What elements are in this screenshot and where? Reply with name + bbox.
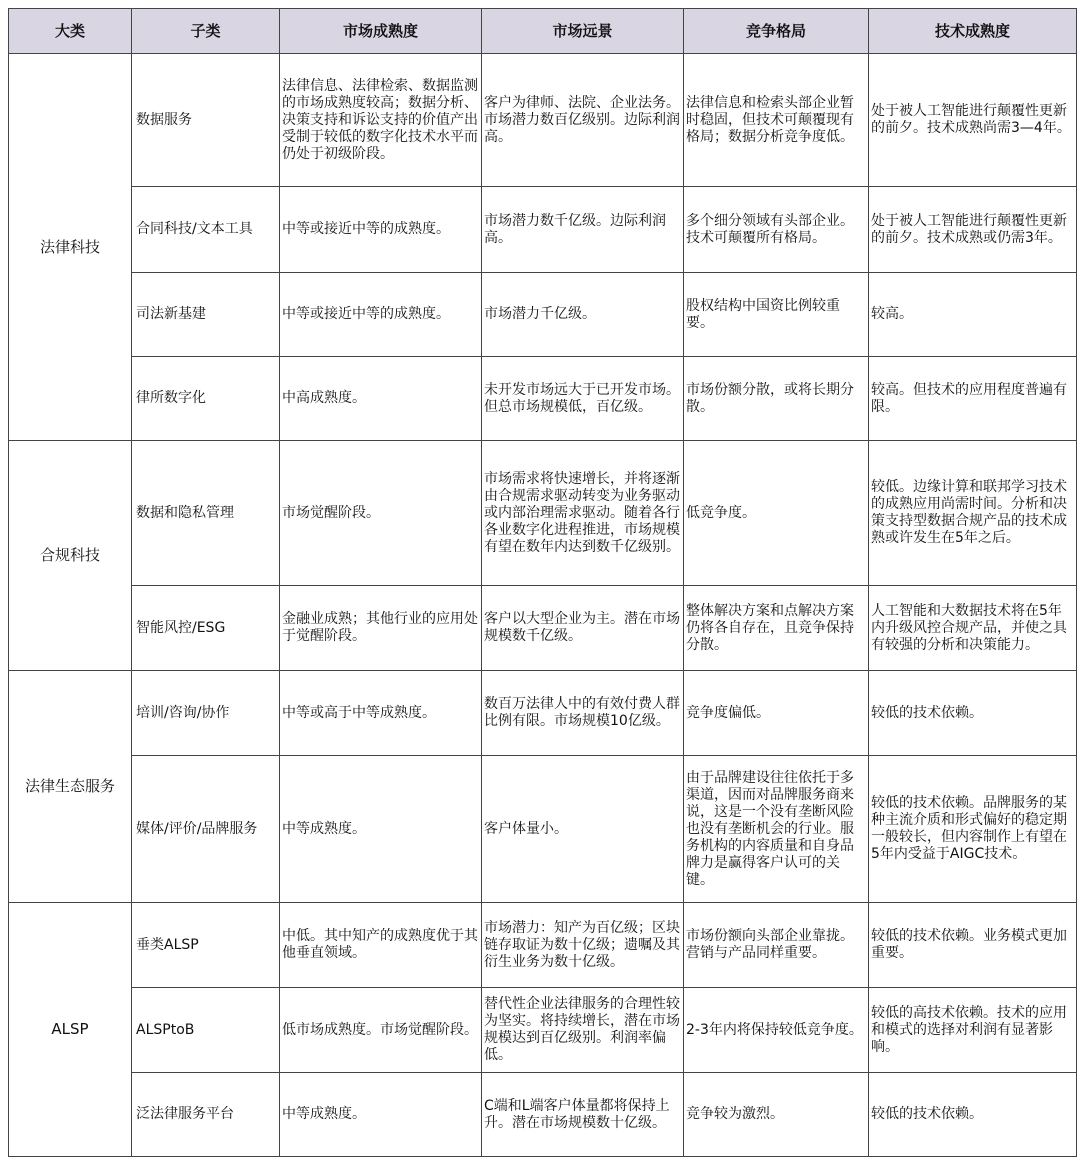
maturity-cell: 中等或接近中等的成熟度。 — [280, 273, 482, 357]
competition-cell: 多个细分领域有头部企业。技术可颠覆所有格局。 — [684, 187, 869, 273]
outlook-cell: C端和L端客户体量都将保持上升。潜在市场规模数十亿级。 — [482, 1073, 684, 1157]
table-row — [9, 756, 1077, 903]
subcategory-cell: 合同科技/文本工具 — [132, 187, 280, 273]
outlook-cell: 客户以大型企业为主。潜在市场规模数千亿级。 — [482, 586, 684, 671]
maturity-cell: 市场觉醒阶段。 — [280, 441, 482, 586]
outlook-cell: 市场潜力千亿级。 — [482, 273, 684, 357]
tech-cell: 处于被人工智能进行颠覆性更新的前夕。技术成熟尚需3—4年。 — [869, 54, 1077, 187]
table-row — [9, 988, 1077, 1073]
table-row — [9, 357, 1077, 441]
market-analysis-table — [8, 8, 1077, 1157]
outlook-cell: 市场潜力数千亿级。边际利润高。 — [482, 187, 684, 273]
table-row — [9, 54, 1077, 187]
subcategory-cell: 智能风控/ESG — [132, 586, 280, 671]
category-alsp: ALSP — [9, 903, 132, 1157]
competition-cell: 由于品牌建设往往依托于多渠道，因而对品牌服务商来说，这是一个没有垄断风险也没有垄断机会的行业。服务机构的内容质量和自身品牌力是赢得客户认可的关键。 — [684, 756, 869, 903]
competition-cell: 低竞争度。 — [684, 441, 869, 586]
outlook-cell: 市场需求将快速增长，并将逐渐由合规需求驱动转变为业务驱动或内部治理需求驱动。随着各行各业数字化进程推进，市场规模有望在数年内达到数千亿级别。 — [482, 441, 684, 586]
competition-cell: 股权结构中国资比例较重要。 — [684, 273, 869, 357]
tech-cell: 较低的技术依赖。业务模式更加重要。 — [869, 903, 1077, 988]
competition-cell: 竞争度偏低。 — [684, 671, 869, 756]
outlook-cell: 客户为律师、法院、企业法务。市场潜力数百亿级别。边际利润高。 — [482, 54, 684, 187]
category-legal-ecosystem: 法律生态服务 — [9, 671, 132, 903]
header-subcategory: 子类 — [132, 9, 280, 54]
maturity-cell: 中等成熟度。 — [280, 1073, 482, 1157]
subcategory-cell: ALSPtoB — [132, 988, 280, 1073]
maturity-cell: 中等或高于中等成熟度。 — [280, 671, 482, 756]
header-category: 大类 — [9, 9, 132, 54]
table-row — [9, 903, 1077, 988]
subcategory-cell: 司法新基建 — [132, 273, 280, 357]
header-market-outlook: 市场远景 — [482, 9, 684, 54]
tech-cell: 较高。 — [869, 273, 1077, 357]
maturity-cell: 金融业成熟；其他行业的应用处于觉醒阶段。 — [280, 586, 482, 671]
competition-cell: 法律信息和检索头部企业暂时稳固，但技术可颠覆现有格局；数据分析竞争度低。 — [684, 54, 869, 187]
subcategory-cell: 媒体/评价/品牌服务 — [132, 756, 280, 903]
competition-cell: 整体解决方案和点解决方案仍将各自存在，且竞争保持分散。 — [684, 586, 869, 671]
subcategory-cell: 泛法律服务平台 — [132, 1073, 280, 1157]
maturity-cell: 低市场成熟度。市场觉醒阶段。 — [280, 988, 482, 1073]
tech-cell: 较低的技术依赖。品牌服务的某种主流介质和形式偏好的稳定期一般较长，但内容制作上有望在5年内受益于AIGC技术。 — [869, 756, 1077, 903]
table-row — [9, 586, 1077, 671]
header-competition: 竞争格局 — [684, 9, 869, 54]
subcategory-cell: 数据服务 — [132, 54, 280, 187]
outlook-cell: 客户体量小。 — [482, 756, 684, 903]
header-market-maturity: 市场成熟度 — [280, 9, 482, 54]
competition-cell: 竞争较为激烈。 — [684, 1073, 869, 1157]
tech-cell: 较低的高技术依赖。技术的应用和模式的选择对利润有显著影响。 — [869, 988, 1077, 1073]
header-row — [9, 9, 1077, 54]
competition-cell: 2-3年内将保持较低竞争度。 — [684, 988, 869, 1073]
table-row — [9, 441, 1077, 586]
tech-cell: 人工智能和大数据技术将在5年内升级风控合规产品，并使之具有较强的分析和决策能力。 — [869, 586, 1077, 671]
subcategory-cell: 律所数字化 — [132, 357, 280, 441]
outlook-cell: 市场潜力：知产为百亿级；区块链存取证为数十亿级；遗嘱及其衍生业务为数十亿级。 — [482, 903, 684, 988]
maturity-cell: 中高成熟度。 — [280, 357, 482, 441]
tech-cell: 较低的技术依赖。 — [869, 671, 1077, 756]
tech-cell: 较低的技术依赖。 — [869, 1073, 1077, 1157]
tech-cell: 较低。边缘计算和联邦学习技术的成熟应用尚需时间。分析和决策支持型数据合规产品的技术成熟或许发生在5年之后。 — [869, 441, 1077, 586]
subcategory-cell: 培训/咨询/协作 — [132, 671, 280, 756]
maturity-cell: 中低。其中知产的成熟度优于其他垂直领域。 — [280, 903, 482, 988]
tech-cell: 较高。但技术的应用程度普遍有限。 — [869, 357, 1077, 441]
table-row — [9, 187, 1077, 273]
outlook-cell: 数百万法律人中的有效付费人群比例有限。市场规模10亿级。 — [482, 671, 684, 756]
maturity-cell: 中等或接近中等的成熟度。 — [280, 187, 482, 273]
category-compliance-tech: 合规科技 — [9, 441, 132, 671]
category-legal-tech: 法律科技 — [9, 54, 132, 441]
outlook-cell: 未开发市场远大于已开发市场。但总市场规模低，百亿级。 — [482, 357, 684, 441]
table-row — [9, 671, 1077, 756]
tech-cell: 处于被人工智能进行颠覆性更新的前夕。技术成熟或仍需3年。 — [869, 187, 1077, 273]
maturity-cell: 法律信息、法律检索、数据监测的市场成熟度较高；数据分析、决策支持和诉讼支持的价值产出受制于较低的数字化技术水平而仍处于初级阶段。 — [280, 54, 482, 187]
competition-cell: 市场份额分散，或将长期分散。 — [684, 357, 869, 441]
subcategory-cell: 数据和隐私管理 — [132, 441, 280, 586]
table-row — [9, 1073, 1077, 1157]
outlook-cell: 替代性企业法律服务的合理性较为坚实。将持续增长，潜在市场规模达到百亿级别。利润率偏低。 — [482, 988, 684, 1073]
header-tech-maturity: 技术成熟度 — [869, 9, 1077, 54]
subcategory-cell: 垂类ALSP — [132, 903, 280, 988]
table-row — [9, 273, 1077, 357]
competition-cell: 市场份额向头部企业靠拢。营销与产品同样重要。 — [684, 903, 869, 988]
maturity-cell: 中等成熟度。 — [280, 756, 482, 903]
